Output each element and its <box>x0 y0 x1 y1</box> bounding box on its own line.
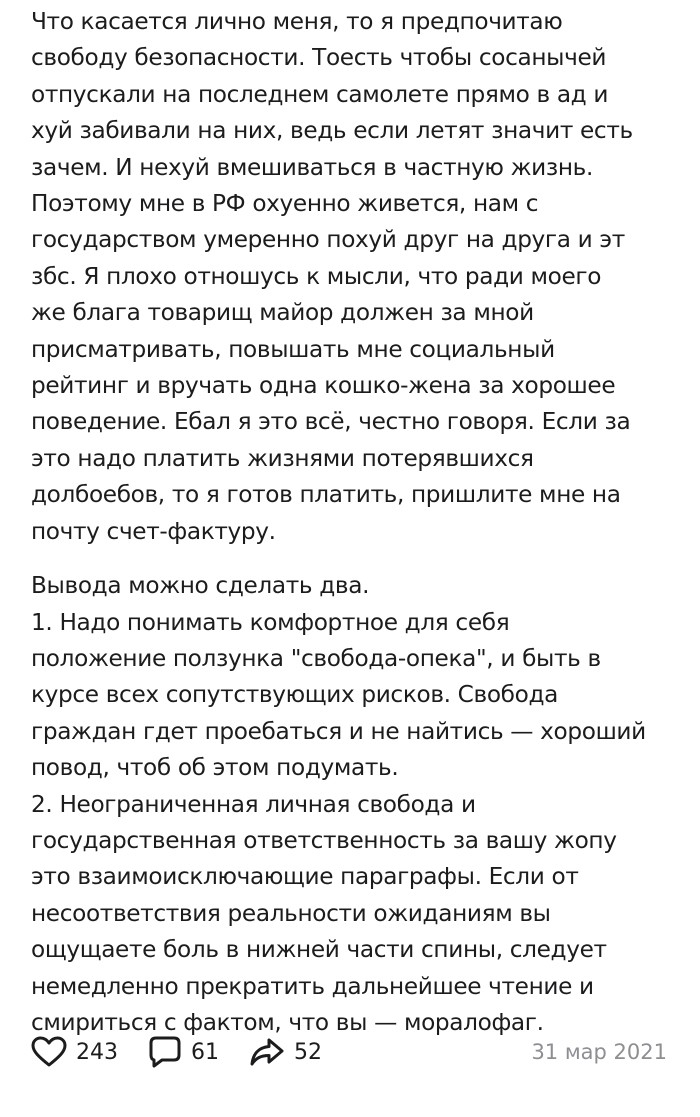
comment-icon <box>148 1035 182 1069</box>
share-button[interactable] <box>249 1037 322 1067</box>
post-date: 31 мар 2021 <box>531 1040 667 1064</box>
share-icon <box>249 1037 285 1067</box>
comment-count: 61 <box>191 1039 219 1065</box>
post-paragraph: Вывода можно сделать два. 1. Надо понимать комфортное для себя положение ползунка "свобода-опека", и быть в курсе всех сопутствующих рисков. Свобода граждан гдет проебаться и не найтись — хороший повод, чтоб об этом подумать. 2. Неограниченная личная свобода и государственная ответственность за вашу жопу это взаимоисключающие параграфы. Если от несоответствия реальности ожиданиям вы ощущаете боль в нижней части спины, следует немедленно прекратить дальнейшее чтение и смириться с фактом, что вы — моралофаг. <box>31 572 646 1036</box>
comment-button[interactable] <box>148 1035 219 1069</box>
share-count: 52 <box>294 1039 322 1065</box>
post-footer <box>31 1028 667 1076</box>
like-button[interactable] <box>31 1036 118 1068</box>
post-paragraph: Что касается лично меня, то я предпочитаю свободу безопасности. Тоесть чтобы сосанычей отпускали на последнем самолете прямо в ад и хуй забивали на них, ведь если летят значит есть зачем. И нехуй вмешиваться в частную жизнь. Поэтому мне в РФ охуенно живется, нам с государством умеренно похуй друг на друга и эт збс. Я плохо отношусь к мысли, что ради моего же блага товарищ майор должен за мной присматривать, повышать мне социальный рейтинг и вручать одна кошко-жена за хорошее поведение. Ебал я это всё, честно говоря. Если за это надо платить жизнями потерявшихся долбоебов, то я готов платить, пришлите мне на почту счет-фактуру. <box>31 8 633 545</box>
like-count: 243 <box>76 1039 118 1065</box>
heart-icon <box>31 1036 67 1068</box>
post-body <box>31 0 681 1041</box>
